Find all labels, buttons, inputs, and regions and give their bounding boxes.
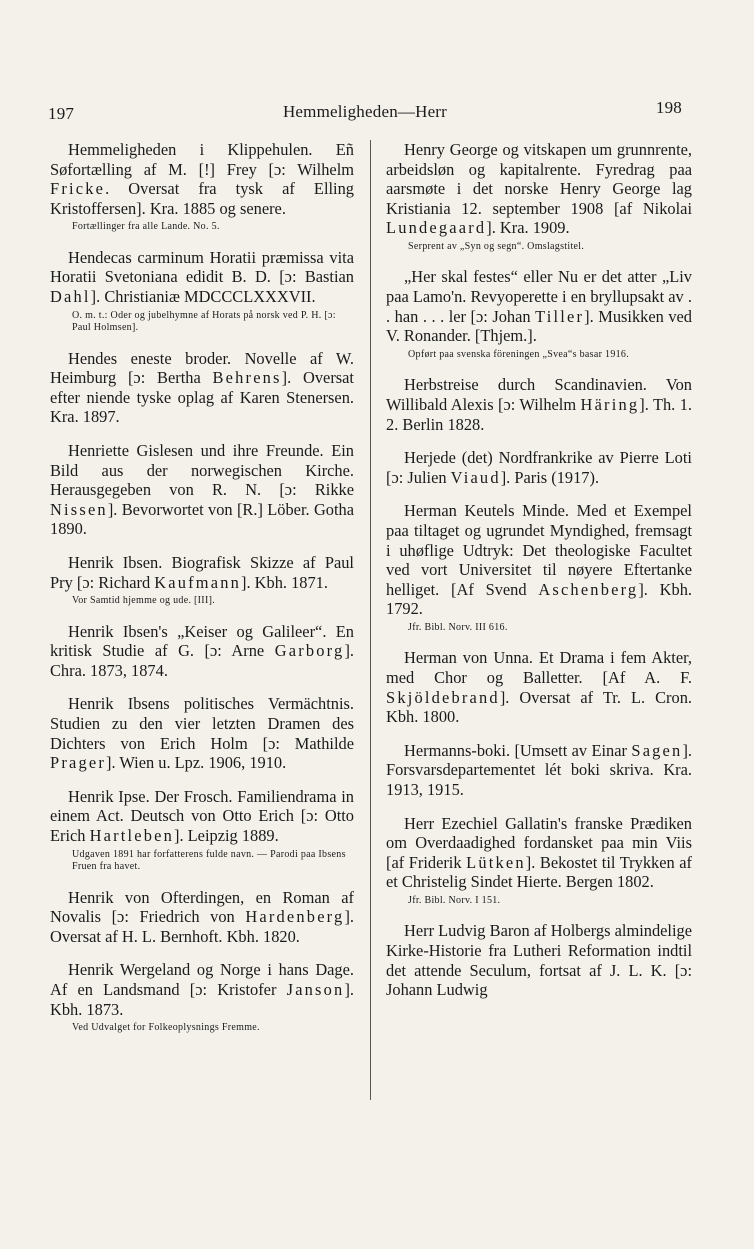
column-divider [370, 140, 371, 1100]
entry-text: ]. Oversat efter niende tyske oplag af Karen Stenersen. Kra. 1897. [50, 368, 354, 427]
entry-text: ]. Bevorwortet von [R.] Löber. Gotha 1890. [50, 499, 354, 539]
entry-text: „Her skal festes“ eller Nu er det atter „Liv paa Lamo'n. Revyoperette i en bryllupsakt av . . han . . . ler [ɔ: Johan [386, 267, 692, 326]
bibliography-entry [386, 375, 692, 434]
bibliography-entry [50, 960, 354, 1034]
entry-text: ]. Chra. 1873, 1874. [50, 641, 354, 680]
page-number-left: 197 [48, 104, 75, 123]
entry-text: ]. Kra. 1909. [486, 218, 570, 238]
author-name: Aschenberg [538, 579, 639, 599]
entry-note: Fortællinger fra alle Lande. No. 5. [72, 221, 220, 233]
entry-text: Herr Ezechiel Gallatin's franske Prædiken om Overdaadighed fordansket paa min Viis [af Friderik [386, 813, 692, 872]
author-name: Lütken [466, 852, 526, 872]
entry-text: ]. Oversat af H. L. Bernhoft. Kbh. 1820. [50, 907, 354, 946]
bibliography-entry [50, 248, 354, 335]
entry-text: Herjede (det) Nordfrankrike av Pierre Loti [ɔ: Julien [386, 448, 692, 487]
entry-text: Henrik Ibsen. Biografisk Skizze af Paul Pry [ɔ: Richard [50, 553, 354, 592]
bibliography-entry [386, 448, 692, 487]
entry-text: ]. Th. 1. 2. Berlin 1828. [386, 394, 692, 434]
entry-text: Henrik Ipse. Der Frosch. Familiendrama in einem Act. Deutsch von Otto Erich [ɔ: Otto Erich [50, 786, 354, 846]
author-name: Skjöldebrand [386, 687, 500, 707]
page-number-right: 198 [655, 98, 682, 117]
bibliography-entry [50, 349, 354, 427]
bibliography-entry [386, 140, 692, 253]
entry-text: ]. Paris (1917). [500, 467, 600, 487]
bibliography-entry [386, 741, 692, 800]
entry-text: Henrik Wergeland og Norge i hans Dage. Af en Landsmand [ɔ: Kristofer [50, 960, 354, 999]
entry-text: ]. Forsvarsdepartementet lét boki skriva. Kra. 1913, 1915. [386, 740, 692, 799]
bibliography-entry [386, 501, 692, 634]
bibliography-entry [50, 787, 354, 874]
author-name: Behrens [212, 368, 282, 388]
entry-text: Hermanns-boki. [Umsett av Einar [404, 740, 632, 760]
entry-text: . Oversat fra tysk af Elling Kristoffersen]. Kra. 1885 og senere. [50, 179, 354, 218]
author-name: Hardenberg [245, 907, 345, 927]
entry-note: Ved Udvalget for Folkeoplysnings Fremme. [72, 1022, 260, 1034]
bibliography-entry [50, 694, 354, 772]
entry-text: ]. Musikken ved V. Ronander. [Thjem.]. [386, 306, 693, 346]
entry-text: Herman von Unna. Et Drama i fem Akter, med Chor og Balletter. [Af A. F. [386, 648, 692, 687]
bibliography-entry [386, 648, 692, 726]
left-column [50, 140, 354, 1049]
entry-text: ]. Oversat af Tr. L. Cron. Kbh. 1800. [386, 687, 692, 727]
entry-text: Herman Keutels Minde. Med et Exempel paa tiltaget og ugrundet Myndighed, fremsagt i uhøflige Udtryk: Det theologiske Facultet ved vort Universitet til nøyere Eftertanke helliget. [Af Svend [386, 501, 692, 599]
entry-text: Henrik von Ofterdingen, en Roman af Novalis [ɔ: Friedrich von [50, 887, 354, 927]
entry-text: ]. Wien u. Lpz. 1906, 1910. [105, 753, 287, 773]
entry-note: Jfr. Bibl. Norv. I 151. [408, 894, 501, 906]
entry-note: Jfr. Bibl. Norv. III 616. [408, 621, 508, 633]
running-title: Hemmeligheden—Herr [282, 102, 448, 121]
entry-note: Udgaven 1891 har forfatterens fulde navn. — Parodi paa Ibsens Fruen fra havet. [72, 848, 346, 873]
entry-text: ]. Kbh. 1873. [50, 980, 354, 1019]
author-name: Viaud [450, 467, 501, 487]
author-name: Nissen [50, 499, 108, 519]
bibliography-entry [50, 888, 354, 947]
bibliography-entry [386, 267, 692, 361]
bibliography-entry [386, 814, 692, 908]
entry-text: Herbstreise durch Scandinavien. Von Willibald Alexis [ɔ: Wilhelm [386, 375, 692, 414]
author-name: Janson [286, 980, 345, 999]
author-name: Sagen [631, 740, 683, 760]
entry-text: ]. Christianiæ MDCCCLXXXVII. [90, 287, 316, 307]
entry-text: Herr Ludvig Baron af Holbergs almindelige Kirke-Historie fra Lutheri Reformation indtil det attende Seculum, fortsat af J. L. K. [ɔ: Johann Ludwig [386, 921, 692, 1000]
bibliography-entry [50, 622, 354, 681]
entry-text: Hendes eneste broder. Novelle af W. Heimburg [ɔ: Bertha [50, 348, 354, 388]
author-name: Fricke [50, 179, 106, 199]
bibliography-entry [50, 140, 354, 234]
bibliography-entry [386, 921, 692, 999]
entry-note: O. m. t.: Oder og jubelhymne af Horats på norsk ved P. H. [ɔ: Paul Holmsen]. [72, 309, 336, 334]
author-name: Prager [50, 753, 106, 773]
entry-text: Henry George og vitskapen um grunnrente, arbeidsløn og kapitalrente. Fyredrag paa aarsmøte i det norske Henry George lag Kristiania 12. september 1908 [af Nikolai [386, 140, 692, 218]
entry-note: Serprent av „Syn og segn“. Omslagstitel. [408, 240, 585, 252]
author-name: Kaufmann [154, 572, 242, 592]
author-name: Lundegaard [386, 218, 487, 238]
entry-text: ]. Bekostet til Trykken af et Christelig Sindet Hierte. Bergen 1802. [386, 852, 692, 892]
author-name: Häring [580, 394, 640, 414]
author-name: Dahl [50, 287, 91, 307]
entry-text: ]. Kbh. 1871. [241, 572, 328, 592]
entry-text: Henrik Ibsen's „Keiser og Galileer“. En kritisk Studie af G. [ɔ: Arne [50, 621, 354, 661]
entry-text: Henriette Gislesen und ihre Freunde. Ein Bild aus der norwegischen Kirche. Herausgegeben von R. N. [ɔ: Rikke [50, 441, 354, 500]
bibliography-entry [50, 553, 354, 608]
bibliography-entry [50, 441, 354, 539]
right-column [386, 140, 692, 1014]
entry-text: Hendecas carminum Horatii præmissa vita Horatii Svetoniana edidit B. D. [ɔ: Bastian [50, 247, 354, 287]
entry-text: ]. Leipzig 1889. [174, 826, 279, 846]
entry-text: ]. Kbh. 1792. [386, 579, 692, 619]
entry-text: Hemmeligheden i Klippehulen. Eñ Søfortælling af M. [!] Frey [ɔ: Wilhelm [50, 140, 354, 179]
author-name: Hartleben [89, 826, 175, 846]
entry-note: Vor Samtid hjemme og ude. [III]. [72, 595, 215, 607]
entry-note: Opført paa svenska föreningen „Svea“s basar 1916. [408, 348, 630, 360]
author-name: Garborg [274, 641, 345, 661]
entry-text: Henrik Ibsens politisches Vermächtnis. Studien zu den vier letzten Dramen des Dichters von Erich Holm [ɔ: Mathilde [50, 694, 354, 753]
author-name: Tiller [535, 306, 585, 326]
